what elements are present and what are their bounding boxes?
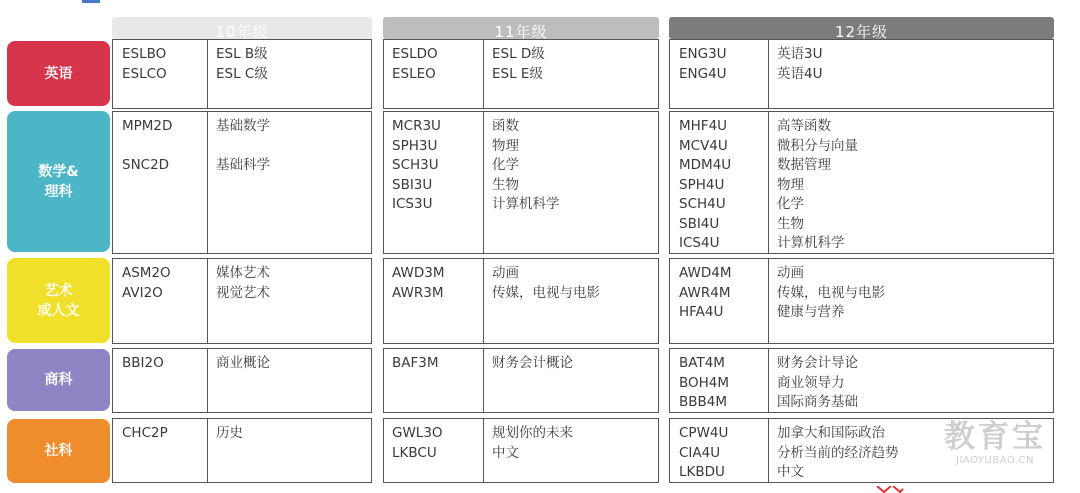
course-code: BBB4M — [679, 394, 728, 410]
course-code-list — [679, 264, 731, 323]
course-name: 健康与营养 — [777, 304, 845, 320]
column-divider — [768, 40, 769, 108]
column-divider — [768, 419, 769, 482]
column-divider — [483, 419, 484, 482]
course-code: BBI2O — [122, 355, 164, 371]
course-code: CPW4U — [679, 425, 729, 441]
course-name: 加拿大和国际政治 — [777, 425, 885, 441]
course-name: ESL D级 — [492, 46, 545, 62]
course-cell-math-science-grade-11 — [383, 111, 659, 254]
column-divider — [483, 349, 484, 412]
course-name-list — [216, 45, 268, 84]
course-code-list — [679, 45, 727, 84]
subject-label-math-science: 数学& 理科 — [7, 111, 110, 252]
course-cell-arts-humanities-grade-11 — [383, 258, 659, 344]
course-name-list — [492, 354, 573, 374]
course-code: BAF3M — [392, 355, 439, 371]
course-name: 动画 — [492, 265, 519, 281]
course-code-list — [679, 354, 729, 413]
course-code-list — [392, 45, 438, 84]
course-code: ESLBO — [122, 46, 167, 62]
course-name-list — [216, 354, 270, 374]
course-code-list — [392, 354, 439, 374]
course-code: SBI3U — [392, 176, 433, 193]
course-code: SPH4U — [679, 176, 725, 193]
column-divider — [207, 259, 208, 343]
course-name: 财务会计导论 — [777, 355, 858, 371]
course-code-list — [392, 117, 441, 215]
course-code: AWD4M — [679, 265, 732, 281]
course-code-list — [679, 117, 731, 254]
grade-12-header: 12年级 — [669, 17, 1054, 39]
course-name: 中文 — [777, 464, 804, 480]
column-divider — [483, 40, 484, 108]
course-code: SPH3U — [392, 137, 438, 154]
subject-label-english: 英语 — [7, 41, 110, 106]
course-name: 财务会计概论 — [492, 355, 573, 371]
course-name: ESL E级 — [492, 65, 543, 82]
grade-11-header: 11年级 — [383, 17, 659, 39]
course-name-list — [777, 45, 822, 84]
course-name: 基础数学 — [216, 118, 270, 134]
course-name: 生物 — [777, 215, 804, 232]
course-code: LKBDU — [679, 464, 725, 480]
subject-label-business: 商科 — [7, 349, 110, 411]
subject-label-arts-humanities: 艺术 或人文 — [7, 258, 110, 343]
watermark-main: 教育宝 — [944, 419, 1046, 455]
course-name: 英语4U — [777, 65, 823, 82]
subject-label-social-science: 社科 — [7, 419, 110, 483]
course-name: 数据管理 — [777, 157, 831, 173]
course-name: 媒体艺术 — [216, 265, 270, 281]
course-name: 商业领导力 — [777, 374, 845, 391]
course-code: GWL3O — [392, 425, 443, 441]
course-code: ENG3U — [679, 46, 727, 62]
column-divider — [207, 112, 208, 253]
course-name — [216, 137, 270, 157]
course-name: 物理 — [492, 137, 519, 154]
course-code: CHC2P — [122, 425, 168, 441]
course-name-list — [216, 117, 270, 176]
column-divider — [768, 349, 769, 412]
course-name: 英语3U — [777, 46, 823, 62]
course-name: 动画 — [777, 265, 804, 281]
course-code: BAT4M — [679, 355, 725, 371]
course-code: AWR4M — [679, 284, 731, 301]
course-name-list — [492, 264, 600, 303]
course-name: 历史 — [216, 425, 243, 441]
course-name-list — [492, 424, 573, 463]
course-name: 视觉艺术 — [216, 284, 270, 301]
course-name: 高等函数 — [777, 118, 831, 134]
course-code-list — [122, 354, 164, 374]
red-chevron-icon — [875, 486, 905, 493]
course-name-list — [492, 117, 560, 215]
course-code-list — [392, 264, 444, 303]
course-code: MDM4U — [679, 157, 732, 173]
course-cell-arts-humanities-grade-12 — [669, 258, 1054, 344]
course-name: 函数 — [492, 118, 519, 134]
course-code: SCH3U — [392, 157, 439, 173]
course-code: ICS3U — [392, 196, 433, 212]
course-code-list — [122, 264, 171, 303]
course-code-list — [392, 424, 443, 463]
course-cell-english-grade-12 — [669, 39, 1054, 109]
column-divider — [207, 419, 208, 482]
course-cell-business-grade-11 — [383, 348, 659, 413]
course-name: 物理 — [777, 176, 804, 193]
course-name-list — [216, 424, 243, 444]
course-cell-business-grade-12 — [669, 348, 1054, 413]
course-code: LKBCU — [392, 444, 437, 461]
course-cell-arts-humanities-grade-10 — [112, 258, 372, 344]
column-divider — [207, 40, 208, 108]
course-name-list — [777, 264, 885, 323]
course-code: BOH4M — [679, 374, 730, 391]
course-code: SNC2D — [122, 157, 170, 173]
course-name: 中文 — [492, 444, 519, 461]
column-divider — [768, 259, 769, 343]
course-name: 化学 — [777, 196, 804, 212]
course-code: ESLDO — [392, 46, 438, 62]
course-cell-math-science-grade-12 — [669, 111, 1054, 254]
course-name: 规划你的未来 — [492, 425, 573, 441]
course-code-list — [679, 424, 728, 483]
course-code-list — [122, 45, 167, 84]
course-name: 商业概论 — [216, 355, 270, 371]
course-code: AVI2O — [122, 284, 163, 301]
course-name: ESL C级 — [216, 65, 268, 82]
course-code-list — [122, 117, 172, 176]
course-name-list — [492, 45, 545, 84]
course-name: 计算机科学 — [492, 196, 560, 212]
column-divider — [483, 112, 484, 253]
course-name-list — [777, 354, 858, 413]
course-cell-social-science-grade-12 — [669, 418, 1054, 483]
course-name: ESL B级 — [216, 46, 268, 62]
column-divider — [207, 349, 208, 412]
course-name-list — [216, 264, 270, 303]
course-code — [122, 137, 172, 157]
course-code: MHF4U — [679, 118, 728, 134]
course-code: ASM2O — [122, 265, 171, 281]
column-divider — [768, 112, 769, 253]
course-code: HFA4U — [679, 304, 724, 320]
course-name: 基础科学 — [216, 157, 270, 173]
watermark-url: JIAOYUBAO.CN — [956, 455, 1034, 466]
course-name: 化学 — [492, 157, 519, 173]
course-name: 生物 — [492, 176, 519, 193]
course-cell-math-science-grade-10 — [112, 111, 372, 254]
course-code: CIA4U — [679, 444, 721, 461]
course-cell-english-grade-10 — [112, 39, 372, 109]
course-code: ESLCO — [122, 65, 167, 82]
grade-10-header: 10年级 — [112, 17, 372, 39]
course-code: SBI4U — [679, 215, 720, 232]
course-cell-social-science-grade-10 — [112, 418, 372, 483]
course-name-list — [777, 117, 858, 254]
course-code: ENG4U — [679, 65, 727, 82]
course-code: AWR3M — [392, 284, 444, 301]
course-name: 传媒，电视与电影 — [492, 284, 600, 301]
course-code: MCR3U — [392, 118, 441, 134]
course-name: 计算机科学 — [777, 235, 845, 251]
course-code: ESLEO — [392, 65, 436, 82]
course-name: 国际商务基础 — [777, 394, 858, 410]
course-name: 微积分与向量 — [777, 137, 858, 154]
course-cell-english-grade-11 — [383, 39, 659, 109]
course-cell-social-science-grade-11 — [383, 418, 659, 483]
course-name-list — [777, 424, 899, 483]
course-code: MCV4U — [679, 137, 728, 154]
top-accent-mark — [82, 0, 100, 3]
course-code: ICS4U — [679, 235, 720, 251]
course-name: 传媒，电视与电影 — [777, 284, 885, 301]
course-name: 分析当前的经济趋势 — [777, 444, 899, 461]
course-code: AWD3M — [392, 265, 445, 281]
course-code: SCH4U — [679, 196, 726, 212]
course-code: MPM2D — [122, 118, 173, 134]
column-divider — [483, 259, 484, 343]
course-code-list — [122, 424, 168, 444]
course-cell-business-grade-10 — [112, 348, 372, 413]
